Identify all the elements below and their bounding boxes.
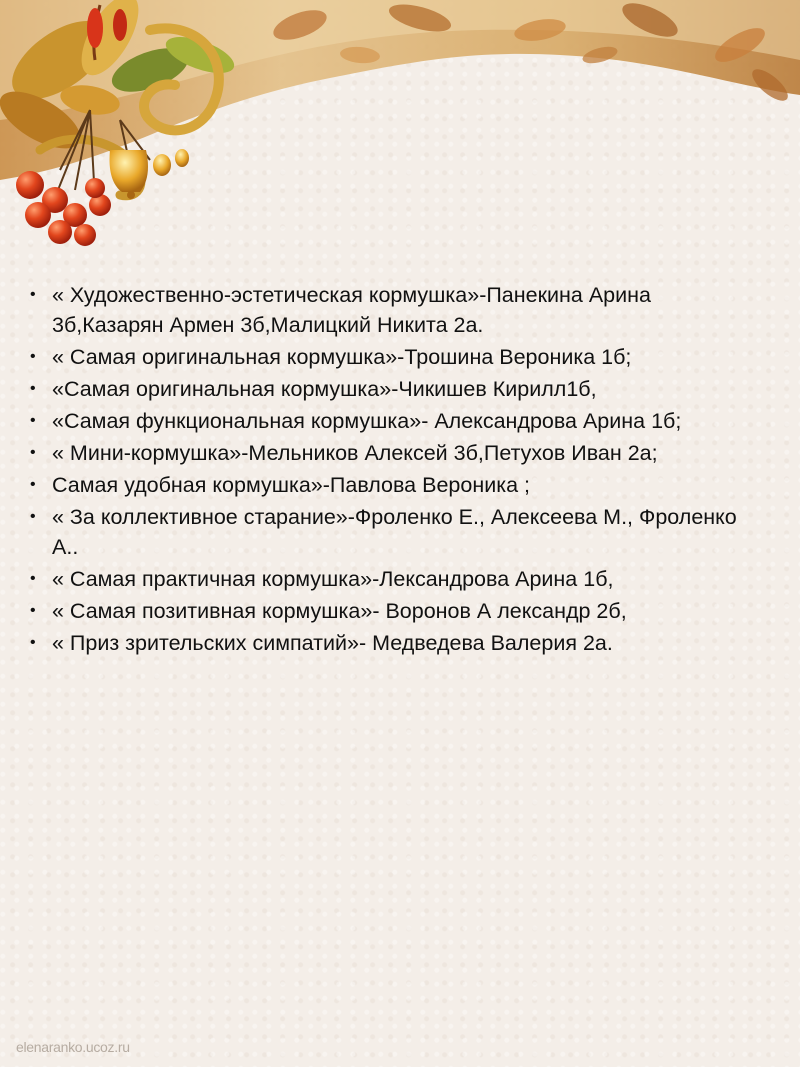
list-item: • « Мини-кормушка»-Мельников Алексей 3б,Петухов Иван 2а; <box>30 438 740 468</box>
autumn-border-decoration <box>0 0 800 270</box>
list-item: • «Самая оригинальная кормушка»-Чикишев Кирилл1б, <box>30 374 740 404</box>
list-item: • « Художественно-эстетическая кормушка»-Панекина Арина 3б,Казарян Армен 3б,Малицкий Никита 2а. <box>30 280 740 340</box>
site-watermark: elenaranko.ucoz.ru <box>16 1039 130 1055</box>
bell-decoration <box>110 149 190 199</box>
nomination-list <box>30 280 740 660</box>
list-item: • « Самая оригинальная кормушка»-Трошина Вероника 1б; <box>30 342 740 372</box>
list-item: • « За коллективное старание»-Фроленко Е., Алексеева М., Фроленко А.. <box>30 502 740 562</box>
list-item: • «Самая функциональная кормушка»- Александрова Арина 1б; <box>30 406 740 436</box>
list-item: • « Самая практичная кормушка»-Лексaндрова Арина 1б, <box>30 564 740 594</box>
list-item: • « Самая позитивная кормушка»- Воронов А лександр 2б, <box>30 596 740 626</box>
list-item: • Самая удобная кормушка»-Павлова Вероника ; <box>30 470 740 500</box>
list-item: • « Приз зрительских симпатий»- Медведева Валерия 2а. <box>30 628 740 658</box>
rowan-berries <box>16 171 111 246</box>
